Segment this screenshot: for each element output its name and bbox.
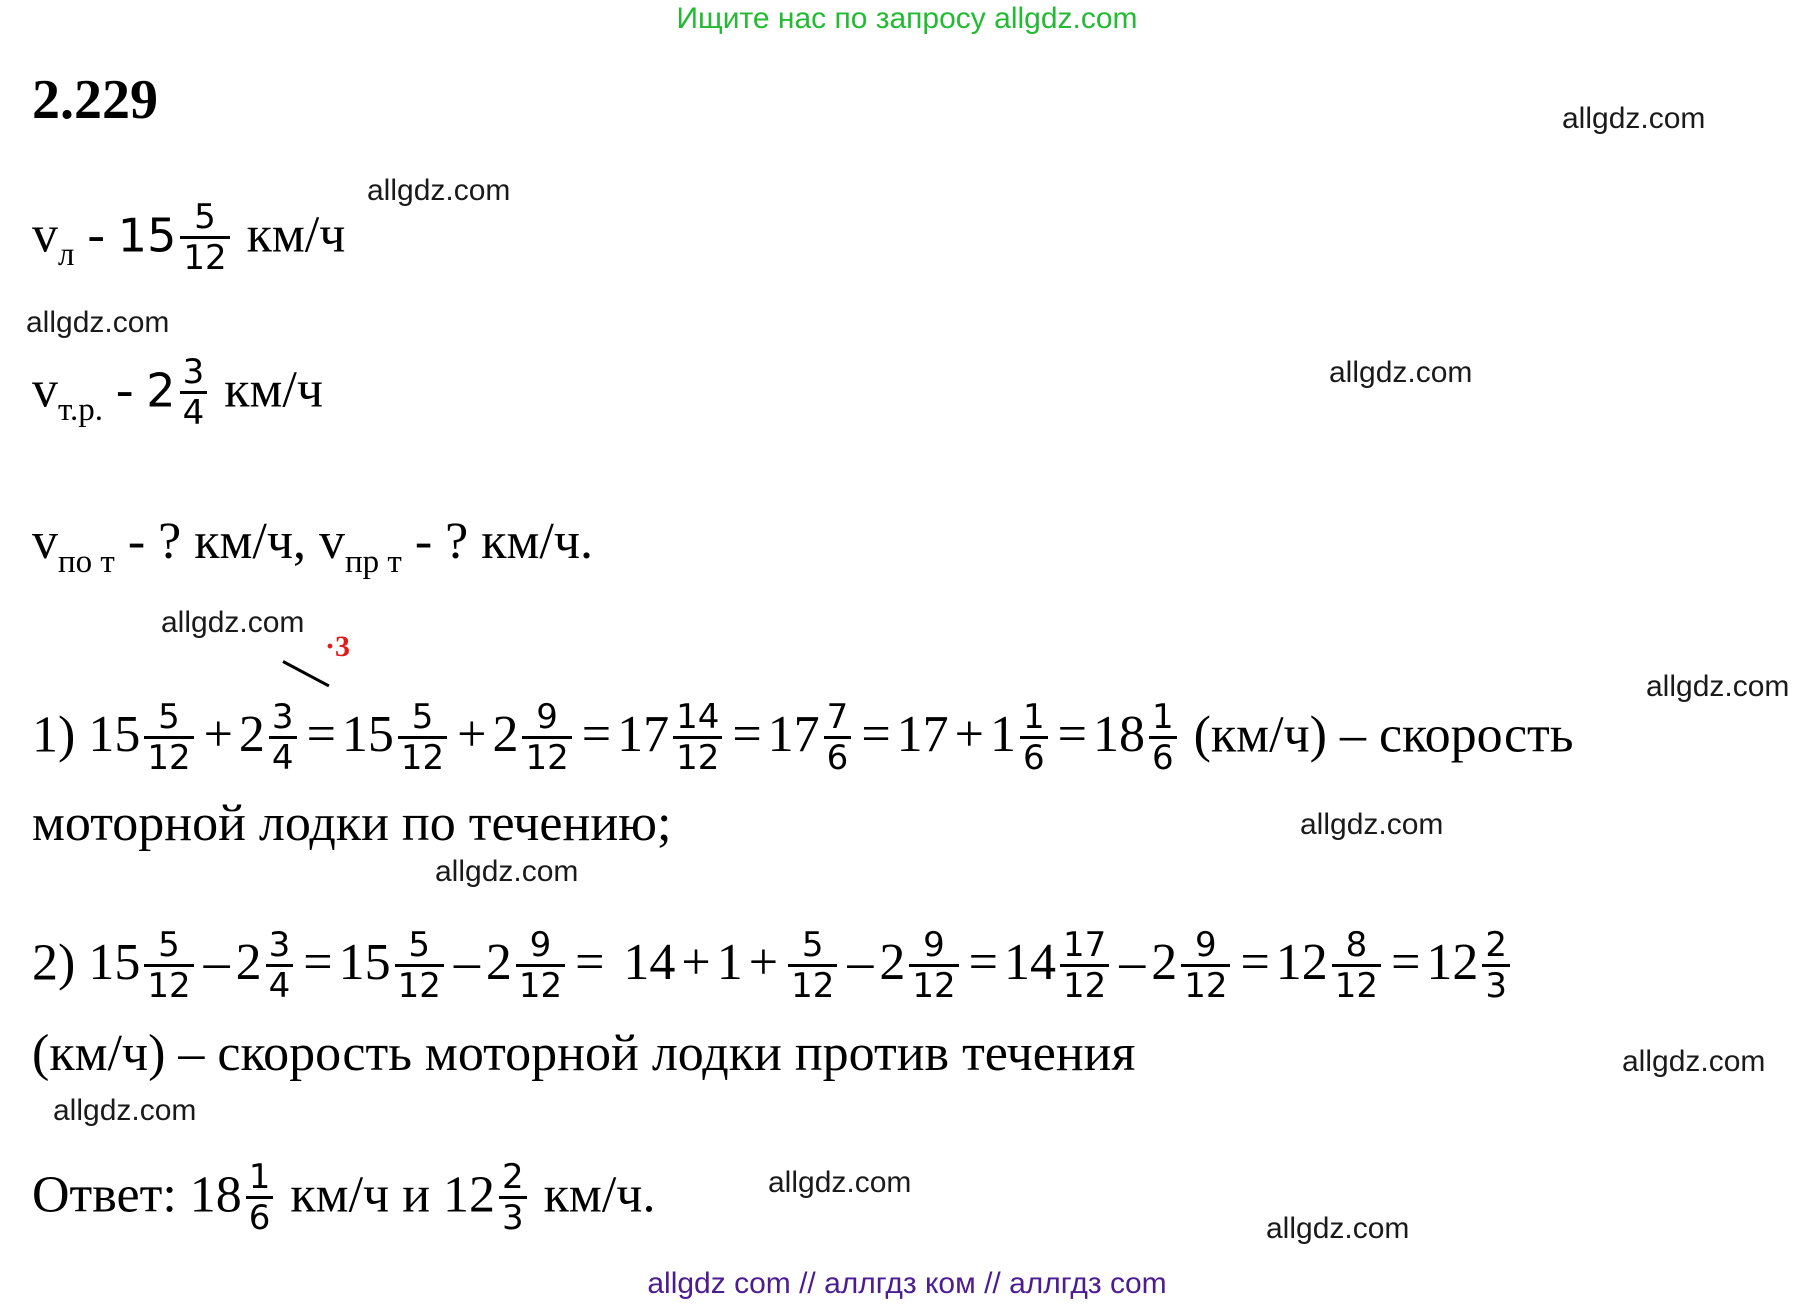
whole-number: 2 xyxy=(1151,934,1178,992)
numerator: 14 xyxy=(673,698,722,739)
whole-number: 17 xyxy=(617,706,670,764)
whole-number: 17 xyxy=(896,706,949,764)
watermark: allgdz.com xyxy=(435,855,579,888)
operator: = xyxy=(303,934,333,992)
step-1-line xyxy=(32,697,1574,779)
whole-number: 15 xyxy=(88,934,141,992)
step-1-tail: (км/ч) – скорость xyxy=(1180,706,1574,764)
answer-label: Ответ: xyxy=(32,1166,190,1224)
operator: = xyxy=(861,706,891,764)
operator: + xyxy=(954,706,984,764)
numerator: 5 xyxy=(144,698,193,739)
watermark: allgdz.com xyxy=(1329,356,1473,389)
fraction xyxy=(1332,926,1381,1005)
step-2-line-2: (км/ч) – скорость моторной лодки против течения xyxy=(32,1025,1136,1082)
numerator: 9 xyxy=(909,926,958,967)
whole-number: 1 xyxy=(716,934,743,992)
whole-number: 2 xyxy=(485,934,512,992)
bottom-links: allgdz com // аллгдз ком // аллгдз com xyxy=(647,1267,1167,1300)
numerator: 5 xyxy=(788,926,837,967)
operator: + xyxy=(681,934,711,992)
step-label: 2) xyxy=(32,934,89,992)
fraction xyxy=(522,698,571,777)
denominator: 12 xyxy=(400,738,445,778)
fraction xyxy=(1020,698,1048,777)
fraction xyxy=(824,698,852,777)
numerator: 5 xyxy=(395,926,444,967)
fraction xyxy=(395,926,444,1005)
fraction xyxy=(1482,926,1510,1005)
denominator: 12 xyxy=(1184,966,1228,1006)
fraction: $\frac{1}{6}$ xyxy=(246,1158,274,1237)
whole-number: 17 xyxy=(767,706,820,764)
denominator: 12 xyxy=(1334,966,1379,1006)
step-2-expression xyxy=(88,925,1514,1006)
unit: км/ч xyxy=(224,361,323,419)
fraction: $\frac{3}{4}$ xyxy=(180,353,208,432)
denominator: 4 xyxy=(268,966,291,1006)
fraction xyxy=(1060,926,1109,1005)
fraction xyxy=(266,926,294,1005)
numerator: 9 xyxy=(522,698,571,739)
dash: - xyxy=(115,361,134,419)
subscript: т.р. xyxy=(58,392,103,429)
whole-number: 2 xyxy=(879,934,906,992)
fraction xyxy=(516,926,565,1005)
operator: – xyxy=(1119,934,1146,992)
denominator: 12 xyxy=(912,966,956,1006)
watermark: allgdz.com xyxy=(768,1166,912,1199)
numerator: 9 xyxy=(516,926,565,967)
fraction xyxy=(788,926,837,1005)
numerator: 17 xyxy=(1060,926,1109,967)
operator: – xyxy=(847,934,874,992)
find-line: $v_{по т}$ - ? км/ч, $v_{пр т}$ - ? км/ч. xyxy=(32,513,594,580)
multiplier-slash xyxy=(282,660,329,687)
numerator: 1 xyxy=(1149,698,1177,739)
fraction xyxy=(269,698,297,777)
denominator: 4 xyxy=(271,738,294,778)
numerator: 1 xyxy=(1020,698,1048,739)
subscript: л xyxy=(58,237,75,274)
whole-number: 12 xyxy=(1426,934,1479,992)
step-label: 1) xyxy=(32,706,89,764)
given-v-l xyxy=(32,197,346,279)
answer-line: Ответ: 18 $\frac{1}{6}$ км/ч и 12 $\frac{2}{3}$ км/ч. xyxy=(32,1157,656,1238)
step-1-line-2: моторной лодки по течению; xyxy=(32,795,672,852)
watermark: allgdz.com xyxy=(1622,1045,1766,1078)
operator: + xyxy=(203,706,233,764)
whole-number: 14 xyxy=(1003,934,1056,992)
whole: 15 xyxy=(117,208,177,263)
denominator: 12 xyxy=(518,966,563,1006)
denominator: 12 xyxy=(147,966,191,1006)
whole-number: 15 xyxy=(338,934,391,992)
operator: = xyxy=(1391,934,1421,992)
step-2-line xyxy=(32,925,1514,1007)
fraction xyxy=(144,926,193,1005)
numerator: 7 xyxy=(824,698,852,739)
numerator: 5 xyxy=(398,698,447,739)
operator: = xyxy=(306,706,336,764)
denominator: 12 xyxy=(791,966,835,1006)
denominator: 6 xyxy=(1022,738,1045,778)
watermark: allgdz.com xyxy=(1646,670,1790,703)
operator: = xyxy=(1240,934,1270,992)
fraction xyxy=(1181,926,1230,1005)
numerator: 9 xyxy=(1181,926,1230,967)
whole-number: 2 xyxy=(492,706,519,764)
denominator: 12 xyxy=(676,738,720,778)
operator: = xyxy=(968,934,998,992)
denominator: 12 xyxy=(397,966,441,1006)
whole-number: 15 xyxy=(341,706,394,764)
numerator: 8 xyxy=(1332,926,1381,967)
watermark: allgdz.com xyxy=(367,174,511,207)
fraction xyxy=(398,698,447,777)
top-banner: Ищите нас по запросу allgdz.com xyxy=(676,2,1138,35)
fraction: $\frac{2}{3}$ xyxy=(499,1158,527,1237)
denominator: 6 xyxy=(1151,738,1174,778)
watermark: allgdz.com xyxy=(1300,808,1444,841)
symbol: v xyxy=(32,361,58,419)
denominator: 3 xyxy=(1485,966,1508,1006)
operator: = xyxy=(575,934,618,992)
symbol: v xyxy=(32,206,58,264)
fraction xyxy=(909,926,958,1005)
watermark: allgdz.com xyxy=(1266,1212,1410,1245)
task-number: 2.229 xyxy=(32,69,158,131)
whole-number: 15 xyxy=(88,706,141,764)
unit: км/ч xyxy=(246,206,346,264)
numerator: 3 xyxy=(266,926,294,967)
operator: + xyxy=(748,934,779,992)
numerator: 3 xyxy=(269,698,297,739)
operator: = xyxy=(581,706,612,764)
operator: + xyxy=(457,706,487,764)
whole-number: 1 xyxy=(989,706,1016,764)
operator: = xyxy=(1057,706,1087,764)
whole-number: 18 xyxy=(1092,706,1145,764)
whole-number: 2 xyxy=(235,934,262,992)
whole: 2 xyxy=(146,363,176,418)
whole-number: 2 xyxy=(238,706,265,764)
whole-number: 14 xyxy=(623,934,676,992)
denominator: 12 xyxy=(525,738,569,778)
watermark: allgdz.com xyxy=(161,606,305,639)
watermark: allgdz.com xyxy=(1562,102,1706,135)
step-1-expression xyxy=(88,697,1180,778)
operator: – xyxy=(203,934,230,992)
denominator: 12 xyxy=(1062,966,1107,1006)
multiplier-mark: ·3 xyxy=(325,630,351,663)
watermark: allgdz.com xyxy=(26,306,170,339)
watermark: allgdz.com xyxy=(53,1094,197,1127)
numerator: 2 xyxy=(1482,926,1510,967)
dash: - xyxy=(87,206,105,264)
operator: = xyxy=(732,706,762,764)
fraction xyxy=(144,698,193,777)
whole-number: 12 xyxy=(1275,934,1328,992)
denominator: 12 xyxy=(147,738,191,778)
denominator: 6 xyxy=(826,738,849,778)
fraction xyxy=(673,698,722,777)
given-v-tr xyxy=(32,352,323,434)
fraction xyxy=(1149,698,1177,777)
numerator: 5 xyxy=(144,926,193,967)
fraction: $\frac{5}{12}$ xyxy=(180,198,229,277)
operator: – xyxy=(453,934,480,992)
